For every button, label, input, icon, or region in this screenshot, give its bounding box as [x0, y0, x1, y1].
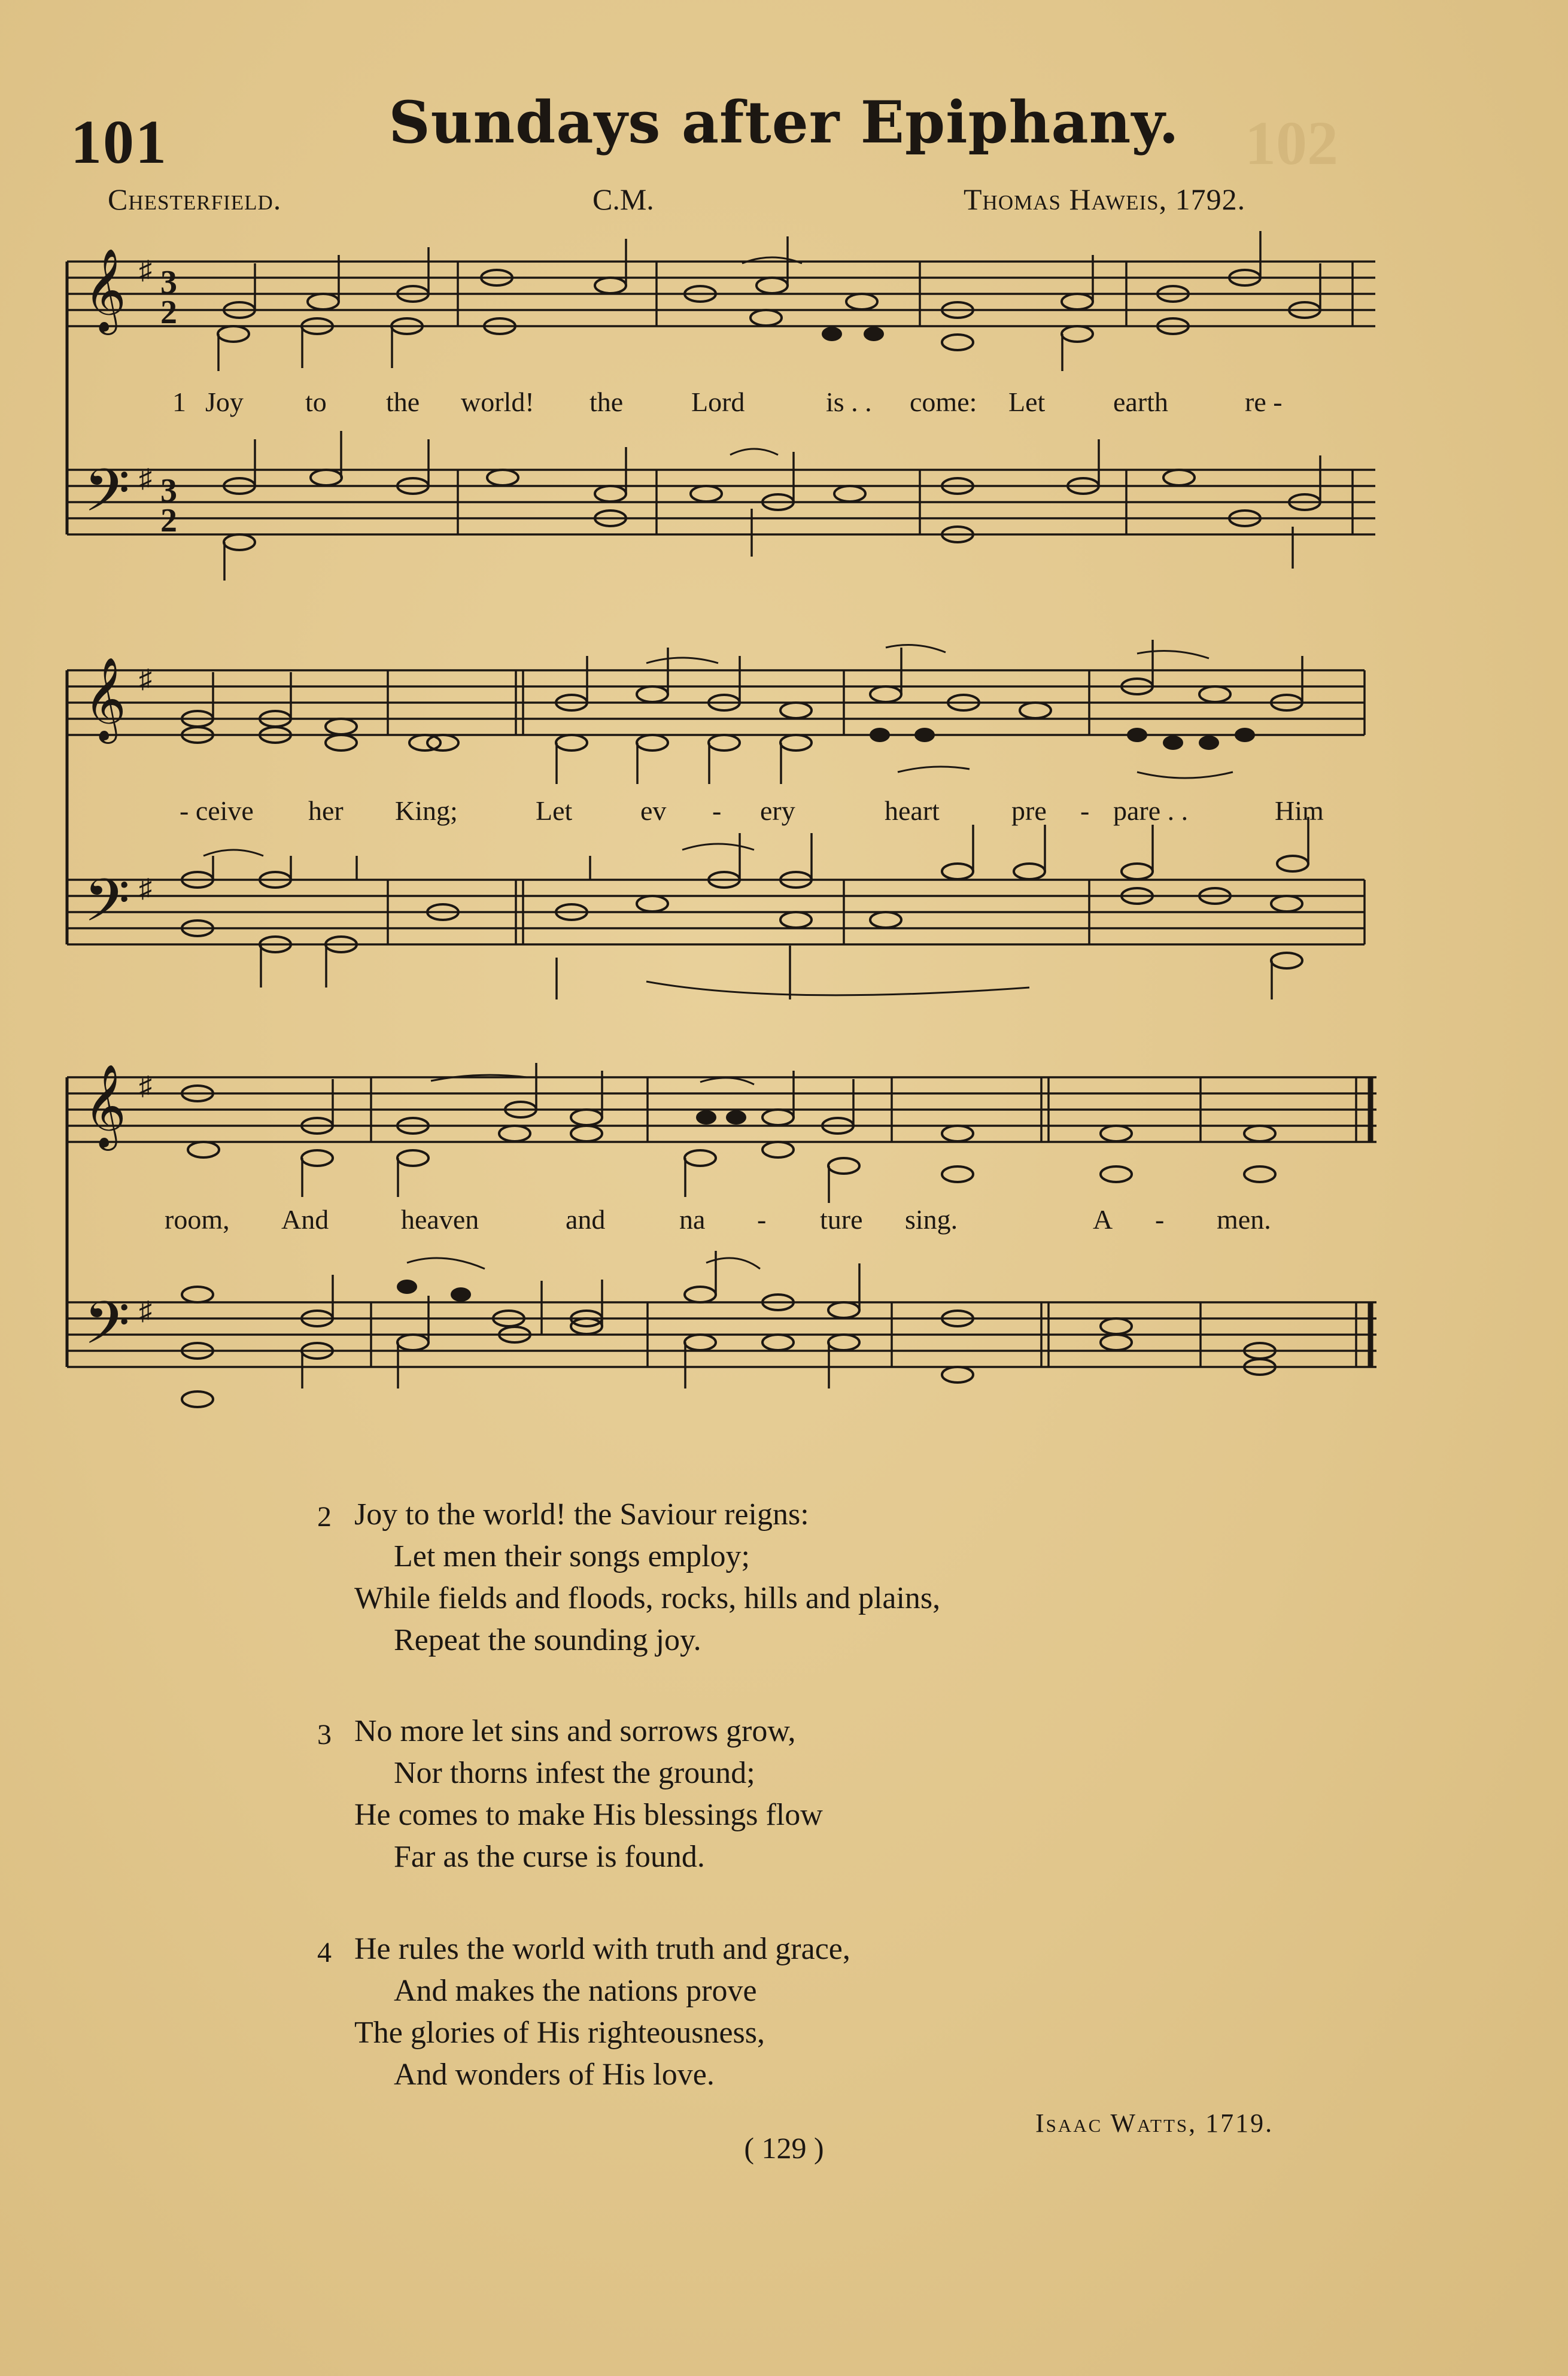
svg-text:2: 2: [160, 502, 177, 539]
svg-text:3: 3: [160, 264, 177, 301]
lyric-syllable: earth: [1113, 387, 1168, 417]
svg-text:𝄢: 𝄢: [84, 1289, 130, 1372]
lyric-syllable: - ceive: [180, 795, 254, 826]
verse-number: 2: [317, 1501, 332, 1533]
page-number: ( 129 ): [744, 2131, 824, 2165]
lyric-syllable: her: [308, 795, 344, 826]
tune-name: Chesterfield.: [108, 183, 282, 216]
svg-text:♯: ♯: [139, 256, 152, 285]
lyric-syllable: -: [712, 795, 722, 826]
lyric-syllable: -: [1155, 1204, 1165, 1235]
lyric-syllable: heaven: [401, 1204, 479, 1235]
lyric-syllable: heart: [885, 795, 940, 826]
svg-text:𝄞: 𝄞: [84, 1064, 126, 1147]
lyric-syllable: ture: [820, 1204, 863, 1235]
svg-text:♯: ♯: [139, 464, 152, 493]
lyric-syllable: -: [757, 1204, 767, 1235]
svg-text:♯: ♯: [139, 874, 152, 903]
lyric-syllable: And: [281, 1204, 329, 1235]
lyric-syllable: Lord: [691, 387, 745, 417]
lyric-syllable: ery: [760, 795, 795, 826]
bleed-through-number: 102: [1245, 109, 1338, 178]
svg-text:𝄞: 𝄞: [84, 657, 126, 740]
lyric-syllable: sing.: [905, 1204, 958, 1235]
lyric-syllable: the: [386, 387, 420, 417]
svg-text:𝄞: 𝄞: [84, 248, 126, 332]
lyric-syllable: and: [566, 1204, 606, 1235]
verse-line: Repeat the sounding joy.: [394, 1623, 701, 1657]
verse-line: Far as the curse is found.: [394, 1840, 705, 1874]
verse-line: He rules the world with truth and grace,: [354, 1932, 850, 1966]
lyric-syllable: pare . .: [1113, 795, 1189, 826]
lyric-syllable: Him: [1275, 795, 1324, 826]
lyric-syllable: A: [1093, 1204, 1113, 1235]
verse-line: The glories of His righteousness,: [354, 2016, 765, 2050]
lyric-syllable: world!: [461, 387, 534, 417]
lyric-syllable: King;: [395, 795, 458, 826]
meter: C.M.: [592, 183, 654, 216]
verse-line: Joy to the world! the Saviour reigns:: [354, 1497, 809, 1532]
lyric-syllable: to: [305, 387, 327, 417]
svg-text:♯: ♯: [139, 1296, 152, 1326]
composer: Thomas Haweis, 1792.: [964, 183, 1246, 216]
verse-line: He comes to make His blessings flow: [354, 1798, 823, 1832]
lyric-syllable: is . .: [826, 387, 872, 417]
section-title: Sundays after Epiphany.: [388, 89, 1180, 156]
verse-number: 3: [317, 1719, 332, 1751]
lyric-syllable: re -: [1245, 387, 1283, 417]
lyric-syllable: 1: [172, 387, 186, 417]
lyric-syllable: Joy: [205, 387, 244, 417]
svg-text:♯: ♯: [139, 1071, 152, 1101]
lyric-syllable: Let: [536, 795, 573, 826]
lyric-syllable: ev: [640, 795, 667, 826]
verse-number: 4: [317, 1937, 332, 1968]
verse-line: Let men their songs employ;: [394, 1539, 750, 1573]
lyric-syllable: na: [679, 1204, 706, 1235]
verse-line: And makes the nations prove: [394, 1974, 757, 2008]
lyric-syllable: Let: [1008, 387, 1046, 417]
hymn-number: 101: [71, 108, 168, 177]
lyric-syllable: come:: [910, 387, 977, 417]
hymn-author: Isaac Watts, 1719.: [1035, 2108, 1274, 2138]
lyric-syllable: -: [1080, 795, 1090, 826]
svg-text:2: 2: [160, 294, 177, 331]
verse-line: And wonders of His love.: [394, 2058, 715, 2092]
svg-text:𝄢: 𝄢: [84, 867, 130, 950]
svg-text:3: 3: [160, 472, 177, 509]
lyric-syllable: men.: [1217, 1204, 1271, 1235]
lyric-syllable: pre: [1011, 795, 1047, 826]
verse-line: Nor thorns infest the ground;: [394, 1756, 755, 1790]
svg-text:𝄢: 𝄢: [84, 457, 130, 540]
verse-line: While fields and floods, rocks, hills and plains,: [354, 1581, 941, 1615]
svg-text:♯: ♯: [139, 664, 152, 694]
lyrics-line-3: [0, 1204, 1568, 1239]
verse-line: No more let sins and sorrows grow,: [354, 1714, 796, 1748]
lyric-syllable: the: [589, 387, 624, 417]
lyric-syllable: room,: [165, 1204, 230, 1235]
